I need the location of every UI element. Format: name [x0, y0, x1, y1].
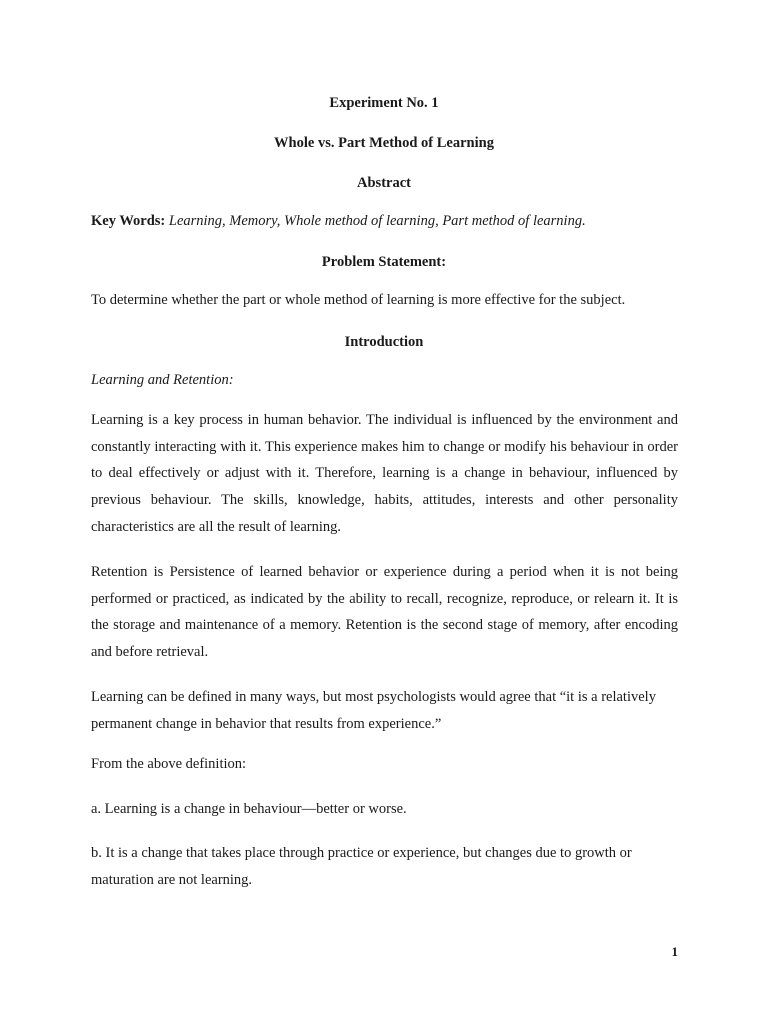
main-title: Whole vs. Part Method of Learning: [274, 135, 494, 151]
experiment-title: Experiment No. 1: [329, 95, 439, 111]
paragraph-from-definition: From the above definition:: [91, 756, 247, 772]
list-item-a: a. Learning is a change in behaviour—better or worse.: [91, 801, 407, 817]
keywords-label: Key Words:: [91, 213, 166, 229]
subheading-learning-retention: Learning and Retention:: [91, 372, 234, 388]
paragraph-learning: Learning is a key process in human behavior. The individual is influenced by the environment and constantly interacting with it. This experience makes him to change or modify his behaviour in order to deal effectively or adjust with it. Therefore, learning is a change in behaviour, influenced by previous behaviour. The skills, knowledge, habits, attitudes, interests and other personality characteristics are all the result of learning.: [91, 412, 678, 535]
paragraph-definition: Learning can be defined in many ways, but most psychologists would agree that “it is a relatively permanent change in behavior that results from experience.”: [91, 689, 656, 732]
keywords-text: Learning, Memory, Whole method of learning, Part method of learning.: [168, 213, 586, 229]
list-item-b: b. It is a change that takes place through practice or experience, but changes due to growth or maturation are not learning.: [91, 845, 632, 888]
problem-heading: Problem Statement:: [321, 254, 447, 270]
abstract-heading: Abstract: [357, 175, 411, 191]
intro-heading: Introduction: [344, 334, 424, 350]
paragraph-retention: Retention is Persistence of learned behavior or experience during a period when it is not being performed or practiced, as indicated by the ability to recall, recognize, reproduce, or relearn it. It is the storage and maintenance of a memory. Retention is the second stage of memory, after encoding and before retrieval.: [91, 564, 678, 661]
keywords-line: [91, 208, 678, 235]
page-number: 1: [671, 944, 678, 959]
problem-text: To determine whether the part or whole method of learning is more effective for the subject.: [91, 292, 626, 308]
